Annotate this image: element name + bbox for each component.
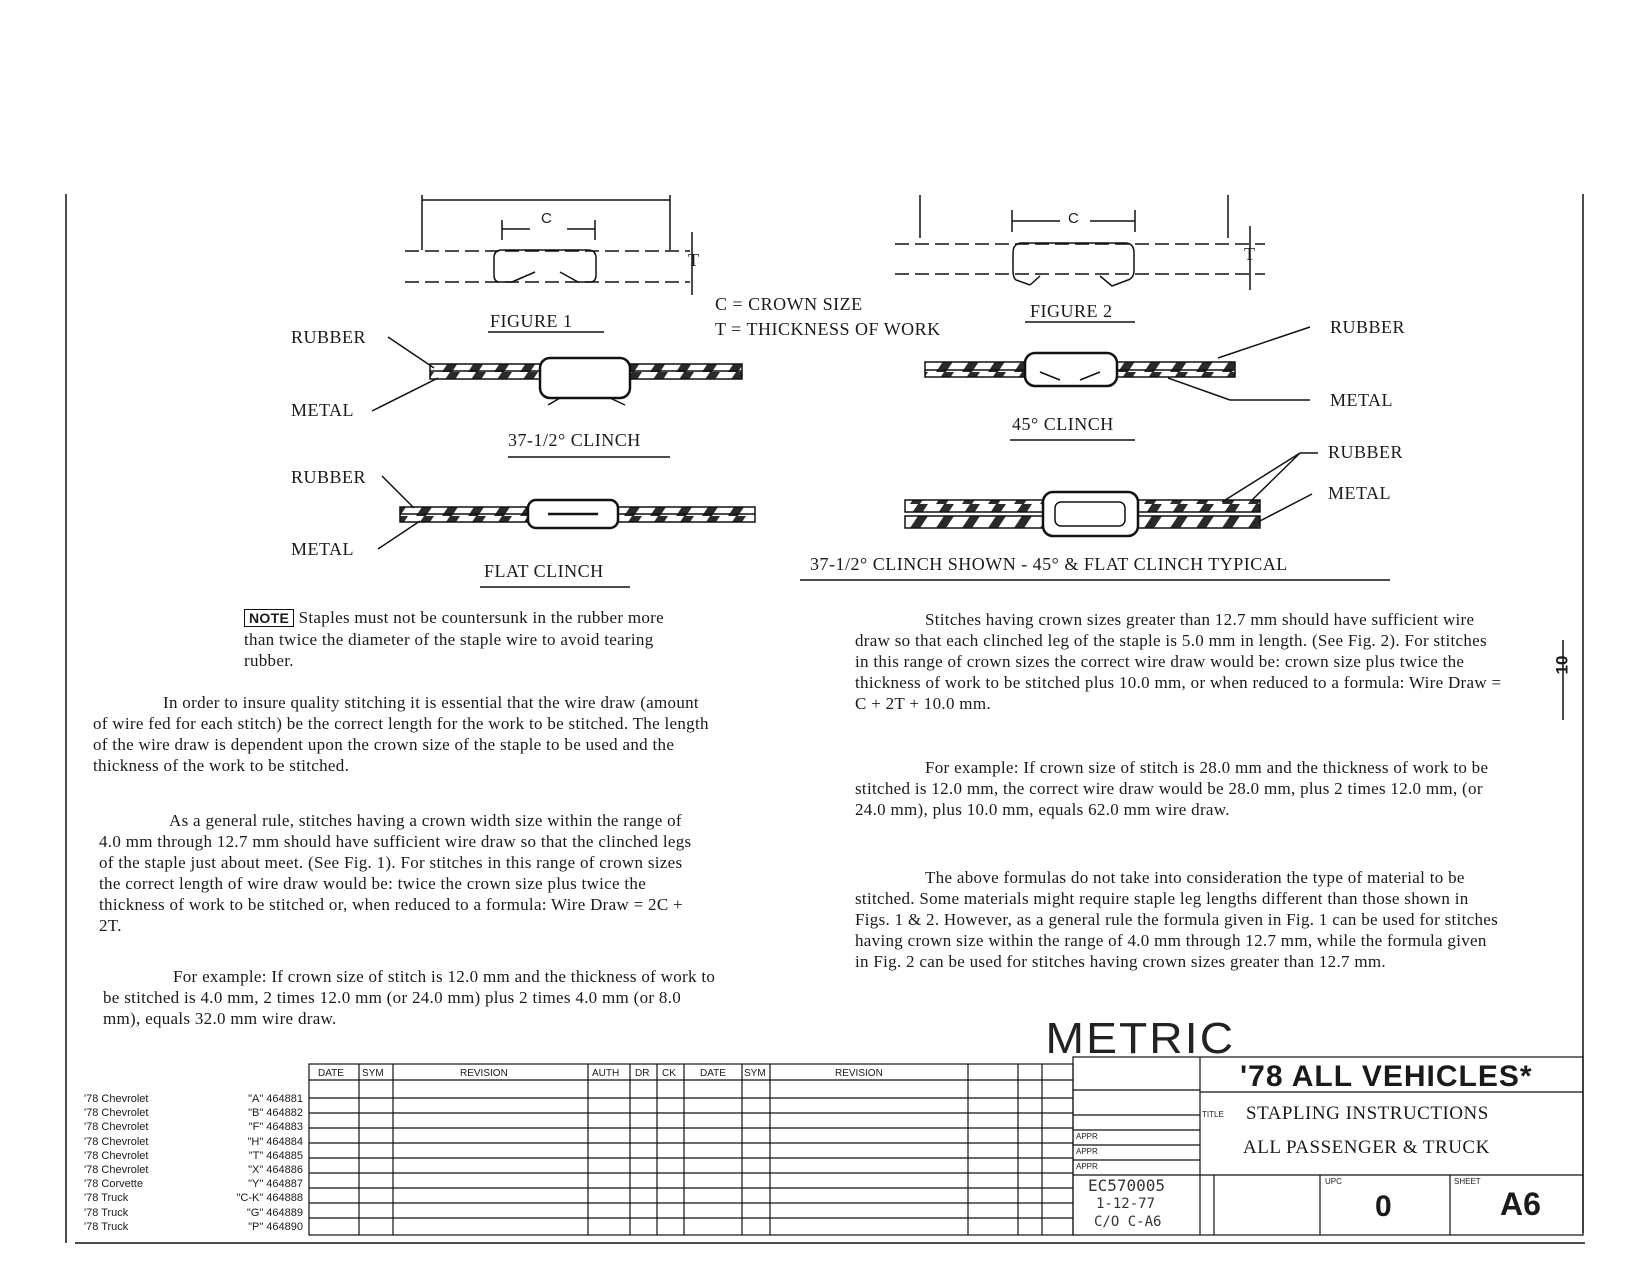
appr-label-2: APPR	[1076, 1132, 1098, 1141]
appr-label-3: APPR	[1076, 1162, 1098, 1171]
vehicle-code: "P" 464890	[248, 1220, 303, 1233]
typical-metal-label: METAL	[1328, 483, 1392, 503]
vehicle-code: "F" 464883	[248, 1121, 303, 1134]
left-paragraph-1: In order to insure quality stitching it is essential that the wire draw (amount of wire fed for each stitch) be the correct length for the work to be stitched. The length of the wire draw is dependent upon the crown size of the staple to be used and the thickness of the work to be stitched.	[93, 693, 709, 775]
vehicle-name: '78 Chevrolet	[84, 1149, 149, 1162]
vehicle-code: "X" 464886	[248, 1163, 303, 1176]
vehicle-code: "C-K" 464888	[236, 1192, 303, 1205]
upc-label: UPC	[1325, 1177, 1342, 1186]
vehicle-code: "G" 464889	[246, 1206, 303, 1219]
appr-label-1: APPR	[1076, 1147, 1098, 1156]
note-label: NOTE	[244, 609, 294, 627]
figure-1-title: FIGURE 1	[490, 311, 573, 331]
vehicle-name: '78 Chevrolet	[84, 1093, 149, 1105]
note-text: Staples must not be countersunk in the rubber more than twice the diameter of the staple wire to avoid tearing rubber.	[244, 608, 664, 670]
vehicle-code: "H" 464884	[247, 1135, 303, 1148]
rev-header-sym-2: SYM	[744, 1068, 766, 1079]
rev-header-date-2: DATE	[700, 1068, 726, 1079]
metric-stamp: METRIC	[1045, 1014, 1236, 1063]
vehicle-code: "B" 464882	[248, 1107, 303, 1120]
rev-header-revision-2: REVISION	[835, 1068, 883, 1079]
flat-metal-label: METAL	[291, 539, 355, 559]
vehicle-name: '78 Truck	[84, 1192, 129, 1205]
document-number: EC570005	[1088, 1176, 1166, 1195]
rev-header-date: DATE	[318, 1068, 344, 1079]
revision-grid	[309, 1064, 1073, 1235]
clinch-37-title: 37-1/2° CLINCH	[508, 430, 641, 450]
vehicle-name: '78 Truck	[84, 1220, 129, 1233]
vehicle-name: '78 Chevrolet	[84, 1163, 149, 1176]
vehicle-name: '78 Chevrolet	[84, 1135, 149, 1148]
rev-header-revision: REVISION	[460, 1068, 508, 1079]
clinch-45-title: 45° CLINCH	[1012, 414, 1114, 434]
vehicle-name: '78 Corvette	[84, 1178, 143, 1191]
vehicle-name: '78 Chevrolet	[84, 1107, 149, 1120]
sheet-value: A6	[1500, 1186, 1541, 1222]
clinch45-rubber-label: RUBBER	[1330, 317, 1406, 337]
flat-rubber-label: RUBBER	[291, 467, 367, 487]
vehicle-code: "T" 464885	[248, 1149, 303, 1162]
fig1-dim-c: C	[541, 210, 553, 227]
rev-header-auth: AUTH	[592, 1068, 620, 1079]
left-paragraph-3: For example: If crown size of stitch is 12.0 mm and the thickness of work to be stitched is 4.0 mm, 2 times 12.0 mm (or 24.0 mm) plus 2 times 4.0 mm (or 8.0 mm), equals 32.0 mm wire draw.	[103, 967, 716, 1028]
clinch37-rubber-label: RUBBER	[291, 327, 367, 347]
upc-value: 0	[1375, 1190, 1392, 1223]
handwritten-date: 1-12-77	[1096, 1196, 1156, 1212]
clinch45-metal-label: METAL	[1330, 390, 1394, 410]
vehicle-code-list	[208, 1093, 303, 1235]
fig1-dim-t: T	[688, 250, 700, 270]
sheet-label: SHEET	[1454, 1177, 1481, 1186]
title-label: TITLE	[1202, 1110, 1224, 1119]
typical-rubber-label: RUBBER	[1328, 442, 1404, 462]
typical-clinch-title: 37-1/2° CLINCH SHOWN - 45° & FLAT CLINCH TYPICAL	[810, 554, 1288, 574]
flat-clinch-title: FLAT CLINCH	[484, 561, 604, 581]
clinch-45-drawing	[925, 327, 1310, 440]
page-number: 10	[1552, 655, 1572, 675]
right-paragraph-3: The above formulas do not take into consideration the type of material to be stitched. Some materials might require staple leg lengths different than those shown in Figs. 1 & 2. However, as a general rule the formula given in Fig. 1 can be used for stitches having crown size within the range of 4.0 mm through 12.7 mm, while the formula given in Fig. 2 can be used for stitches having crown sizes greater than 12.7 mm.	[855, 868, 1499, 971]
vehicle-title: '78 ALL VEHICLES*	[1240, 1060, 1533, 1093]
right-paragraph-2: For example: If crown size of stitch is 28.0 mm and the thickness of work to be stitched is 12.0 mm, the correct wire draw would be 28.0 mm, plus 2 times 12.0 mm, (or 24.0 mm), plus 10.0 mm, equals 62.0 mm wire draw.	[855, 758, 1489, 819]
title-line-1: STAPLING INSTRUCTIONS	[1246, 1103, 1489, 1124]
legend-crown-size: C = CROWN SIZE	[715, 294, 863, 314]
clinch37-metal-label: METAL	[291, 400, 355, 420]
rev-header-ck: CK	[662, 1068, 676, 1079]
vehicle-code: "A" 464881	[248, 1093, 303, 1105]
fig2-dim-c: C	[1068, 210, 1080, 227]
title-line-2: ALL PASSENGER & TRUCK	[1243, 1137, 1490, 1158]
rev-header-dr: DR	[635, 1068, 650, 1079]
handwritten-change-order: C/O C-A6	[1094, 1214, 1162, 1230]
left-paragraph-2: As a general rule, stitches having a crown width size within the range of 4.0 mm through 12.7 mm should have sufficient wire draw so that the clinched legs of the staple just about meet. (See Fig. 1). For stitches in this range of crown sizes the correct length of wire draw would be: twice the crown size plus twice the thickness of work to be stitched or, when reduced to a formula: Wire Draw = 2C + 2T.	[99, 811, 692, 935]
right-paragraph-1: Stitches having crown sizes greater than 12.7 mm should have sufficient wire draw so that each clinched leg of the staple is 5.0 mm in length. (See Fig. 2). For stitches in this range of crown sizes the correct wire draw would be: crown size plus twice the thickness of work to be stitched plus 10.0 mm, or when reduced to a formula: Wire Draw = C + 2T + 10.0 mm.	[855, 610, 1502, 713]
fig2-dim-t: T	[1244, 244, 1256, 264]
vehicle-name-list	[84, 1093, 204, 1235]
figure-2-title: FIGURE 2	[1030, 301, 1113, 321]
vehicle-name: '78 Truck	[84, 1206, 129, 1219]
vehicle-code: "Y" 464887	[248, 1178, 303, 1191]
note-block	[244, 607, 674, 671]
legend-thickness: T = THICKNESS OF WORK	[715, 319, 941, 339]
rev-header-sym: SYM	[362, 1068, 384, 1079]
vehicle-name: '78 Chevrolet	[84, 1121, 149, 1134]
